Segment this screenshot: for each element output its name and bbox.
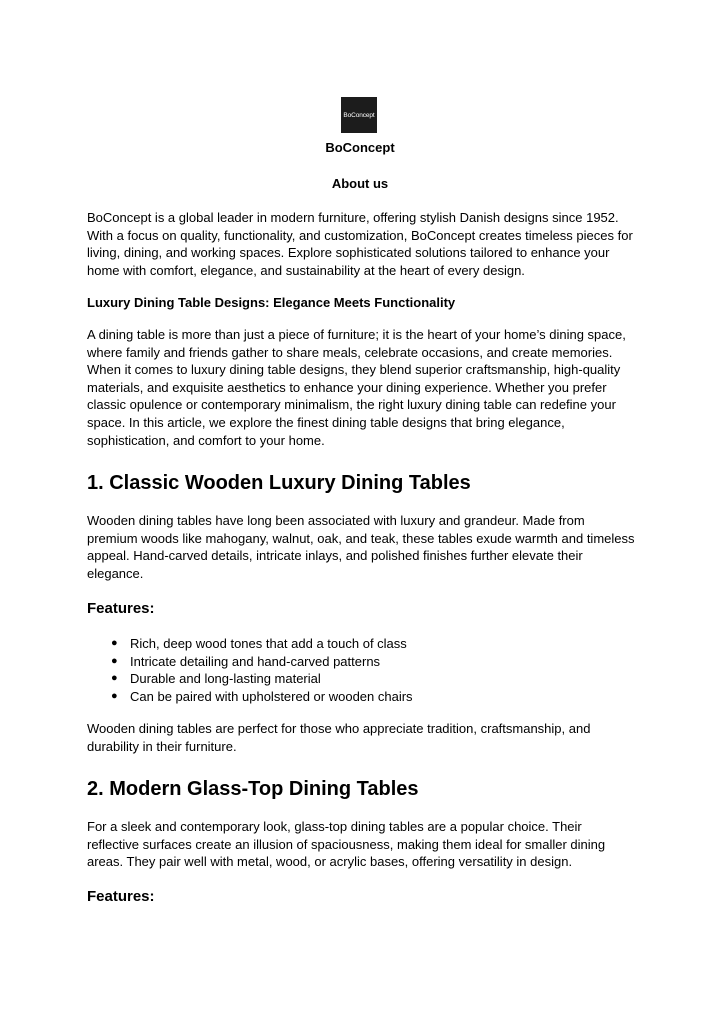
section1-closing: Wooden dining tables are perfect for those who appreciate tradition, craftsmanship, and durability in their furniture.: [87, 721, 591, 754]
intro-paragraph: [87, 326, 635, 449]
about-text: BoConcept is a global leader in modern furniture, offering stylish Danish designs since 1952. With a focus on quality, functionality, and customization, BoConcept creates timeless pieces for living, dining, and working spaces. Explore sophisticated solutions tailored to enhance your home with comfort, elegance, and sustainability at the heart of every design.: [87, 210, 633, 278]
boconcept-logo: [341, 97, 377, 133]
brand-name: BoConcept: [325, 140, 395, 155]
intro-text: A dining table is more than just a piece of furniture; it is the heart of your home’s dining space, where family and friends gather to share meals, celebrate occasions, and create memories. When it comes to luxury dining table designs, they blend superior craftsmanship, high-quality materials, and exquisite aesthetics to enhance your dining experience. Whether you prefer classic opulence or contemporary minimalism, the right luxury dining table can redefine your space. In this article, we explore the finest dining table designs that bring elegance, sophistication, and comfort to your home.: [87, 327, 626, 448]
article-title: Luxury Dining Table Designs: Elegance Meets Functionality: [87, 295, 456, 310]
list-item: ● Durable and long-lasting material: [111, 671, 321, 687]
about-paragraph: [87, 209, 635, 279]
bullet-icon: ●: [111, 689, 118, 702]
about-heading: About us: [331, 176, 389, 191]
section1-heading-block: [87, 472, 635, 495]
bullet-icon: ●: [111, 654, 118, 667]
section1-features-heading: Features:: [87, 600, 155, 617]
section2-heading-block: [87, 778, 635, 801]
bullet-icon: ●: [111, 637, 118, 649]
section1-features-list: [87, 635, 635, 705]
section1-closing-paragraph: [87, 720, 635, 755]
list-item: ● Rich, deep wood tones that add a touch of class: [111, 636, 407, 651]
bullet-icon: ●: [111, 672, 118, 685]
logo-text: BoConcept: [343, 111, 375, 119]
section2-features-heading: Features:: [87, 888, 155, 905]
section1-paragraph: [87, 512, 635, 582]
article-title-block: [87, 294, 635, 312]
section1-features-list-block: [87, 635, 635, 705]
section1-features-heading-block: [87, 600, 635, 617]
list-item: ● Can be paired with upholstered or wooden chairs: [111, 688, 413, 704]
section1-heading: 1. Classic Wooden Luxury Dining Tables: [87, 472, 471, 494]
section2-text: For a sleek and contemporary look, glass-top dining tables are a popular choice. Their reflective surfaces create an illusion of spaciousness, making them ideal for smaller dining areas. They pair well with metal, wood, or acrylic bases, offering versatility in design.: [87, 819, 606, 870]
section2-heading: 2. Modern Glass-Top Dining Tables: [87, 778, 419, 800]
list-item: ● Intricate detailing and hand-carved patterns: [111, 653, 381, 669]
section2-features-heading-block: [87, 888, 635, 905]
section2-paragraph: [87, 818, 635, 871]
section1-text: Wooden dining tables have long been associated with luxury and grandeur. Made from premium woods like mahogany, walnut, oak, and teak, these tables exude warmth and timeless appeal. Hand-carved details, intricate inlays, and polished finishes further elevate their elegance.: [87, 513, 635, 581]
